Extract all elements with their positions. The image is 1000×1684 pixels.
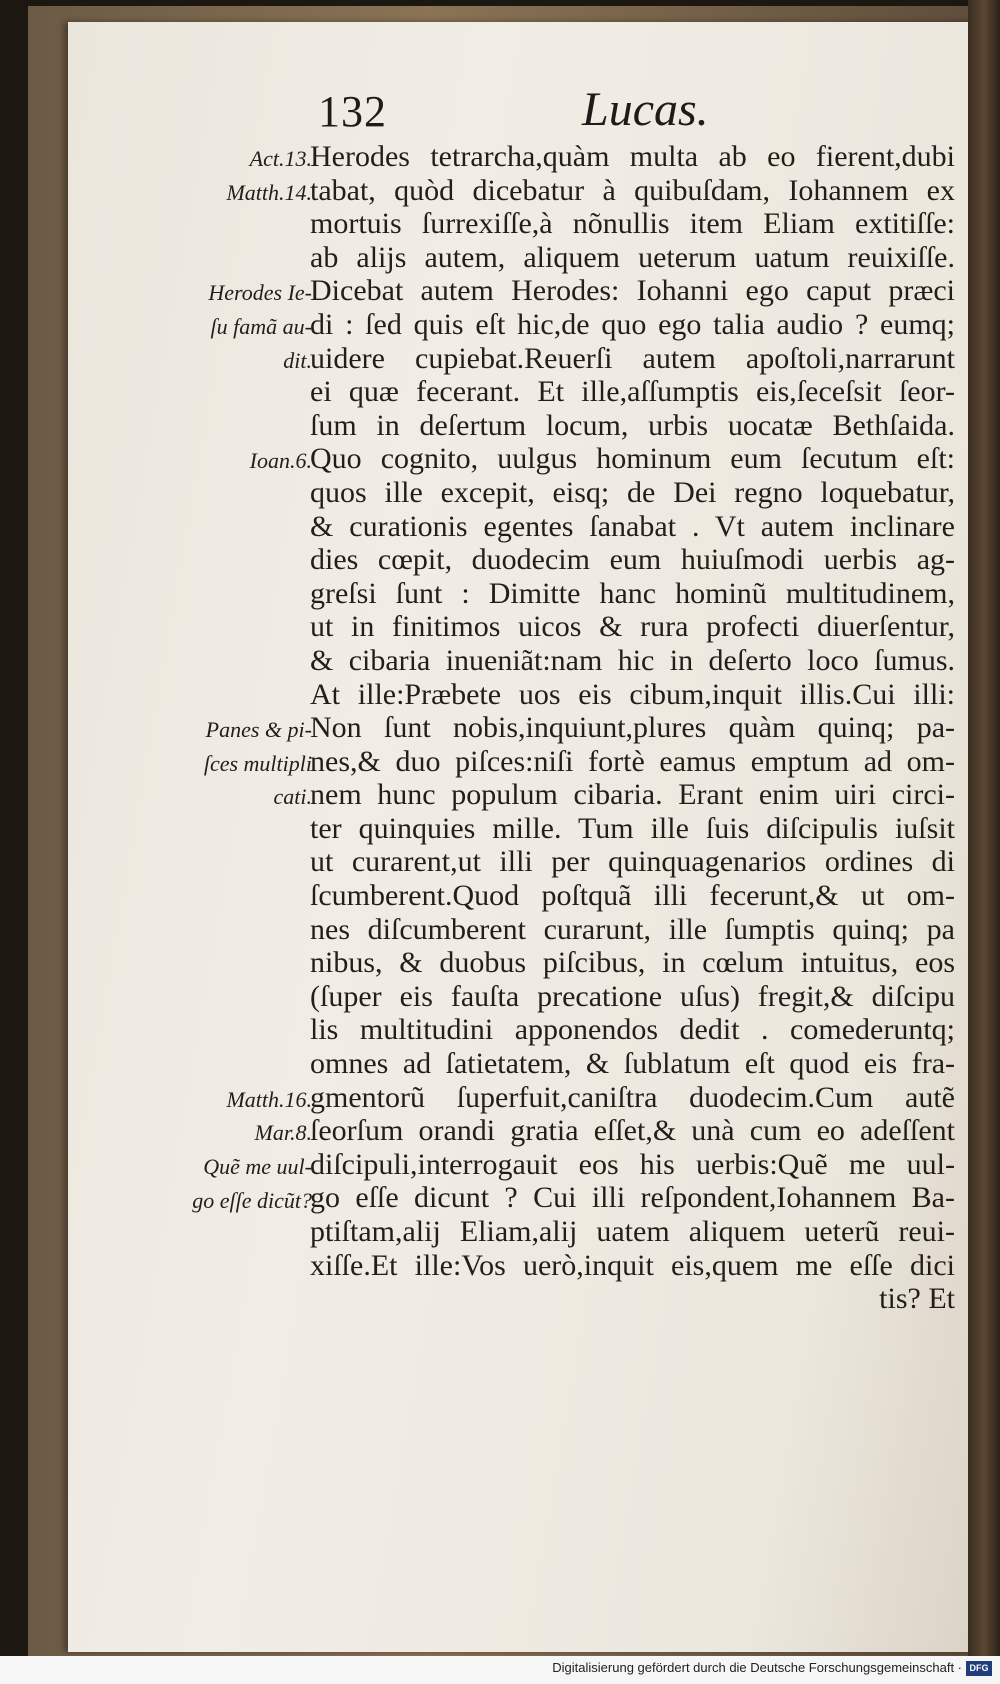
text-line: tabat, quòd dicebatur à quibuſdam, Iohannem ex [310,173,955,207]
text-line: (ſuper eis fauſta precatione uſus) fregit,& diſcipu [310,979,955,1013]
margin-note: Panes & pi- [205,717,312,743]
running-title: Lucas. [582,83,709,136]
text-line: ter quinquies mille. Tum ille ſuis diſcipulis iuſsit [310,811,955,845]
margin-note: ſces multipli [203,750,312,776]
text-line: ei quæ fecerant. Et ille,aſſumptis eis,ſeceſsit ſeor- [310,375,955,409]
margin-note: Ioan.6. [249,448,312,474]
text-line: nibus, & duobus piſcibus, in cœlum intuitus, eos [310,946,955,980]
margin-note: Mar.8. [254,1120,312,1146]
text-line: di : ſed quis eſt hic,de quo ego talia audio ? eumq; [310,307,955,341]
page-number: 132 [318,87,387,136]
text-line: nes,& duo piſces:niſi fortè eamus emptum ad om- [310,744,955,778]
margin-note: go eſſe dicũt? [192,1187,312,1213]
margin-note: ſu famã au- [210,314,312,339]
dfg-logo: DFG [966,1661,992,1676]
text-line: omnes ad ſatietatem, & ſublatum eſt quod eis fra- [310,1047,955,1081]
text-line: ſum in deſertum locum, urbis uocatæ Bethſaida. [310,408,955,442]
margin-note: Herodes Ie- [208,280,312,306]
margin-note: Matth.16. [226,1086,312,1112]
text-line: & curationis egentes ſanabat . Vt autem inclinare [310,509,955,543]
text-line: At ille:Præbete uos eis cibum,inquit illis.Cui illi: [310,677,955,711]
text-line: Dicebat autem Herodes: Iohanni ego caput præci [310,274,955,308]
text-line: uidere cupiebat.Reuerſi autem apoſtoli,narrarunt [310,341,955,375]
text-line: ab alijs autem, aliquem ueterum uatum reuixiſſe. [310,240,955,274]
text-line: mortuis ſurrexiſſe,à nõnullis item Eliam extitiſſe: [310,207,955,241]
text-line: ſcumberent.Quod poſtquã illi fecerunt,& ut om- [310,879,955,913]
text-line: ſeorſum orandi gratia eſſet,& unà cum eo adeſſent [310,1114,955,1148]
text-line: Non ſunt nobis,inquiunt,plures quàm quinq; pa- [310,711,955,745]
text-line: lis multitudini apponendos dedit . comederuntq; [310,1013,955,1047]
text-line: nes diſcumberent curarunt, ille ſumptis quinq; pa [310,912,955,946]
text-line: greſsi ſunt : Dimitte hanc hominũ multitudinem, [310,576,955,610]
body-text [310,140,955,1316]
text-line: diſcipuli,interrogauit eos his uerbis:Quẽ me uul- [310,1147,955,1181]
margin-note: dit. [283,347,312,373]
text-line: quos ille excepit, eisq; de Dei regno loquebatur, [310,475,955,509]
text-line: xiſſe.Et ille:Vos uerò,inquit eis,quem me eſſe dici [310,1248,955,1282]
footer-credit: Digitalisierung gefördert durch die Deutsche Forschungsgemeinschaft · [552,1660,962,1675]
text-line: nem hunc populum cibaria. Erant enim uiri circi- [310,778,955,812]
text-line: Quo cognito, uulgus hominum eum ſecutum eſt: [310,442,955,476]
text-line: ut in finitimos uicos & rura profecti diuerſentur, [310,610,955,644]
margin-note: cati. [273,784,312,810]
text-line: dies cœpit, duodecim eum huiuſmodi uerbis ag- [310,543,955,577]
text-line: & cibaria inueniãt:nam hic in deſerto loco ſumus. [310,643,955,677]
text-line: gmentorũ ſuperfuit,caniſtra duodecim.Cum autẽ [310,1080,955,1114]
book-binding-edge [968,0,1000,1684]
margin-note: Matth.14. [226,179,312,205]
text-line: ut curarent,ut illi per quinquagenarios ordines di [310,845,955,879]
text-line: Herodes tetrarcha,quàm multa ab eo fierent,dubi [310,140,955,173]
margin-note: Act.13. [249,146,312,171]
text-line: tis? Et [879,1282,955,1316]
text-line: ptiſtam,alij Eliam,alij uatem aliquem ueterũ reui- [310,1215,955,1248]
margin-note: Quẽ me uul- [203,1154,312,1179]
text-line: go eſſe dicunt ? Cui illi reſpondent,Iohannem Ba- [310,1181,955,1215]
